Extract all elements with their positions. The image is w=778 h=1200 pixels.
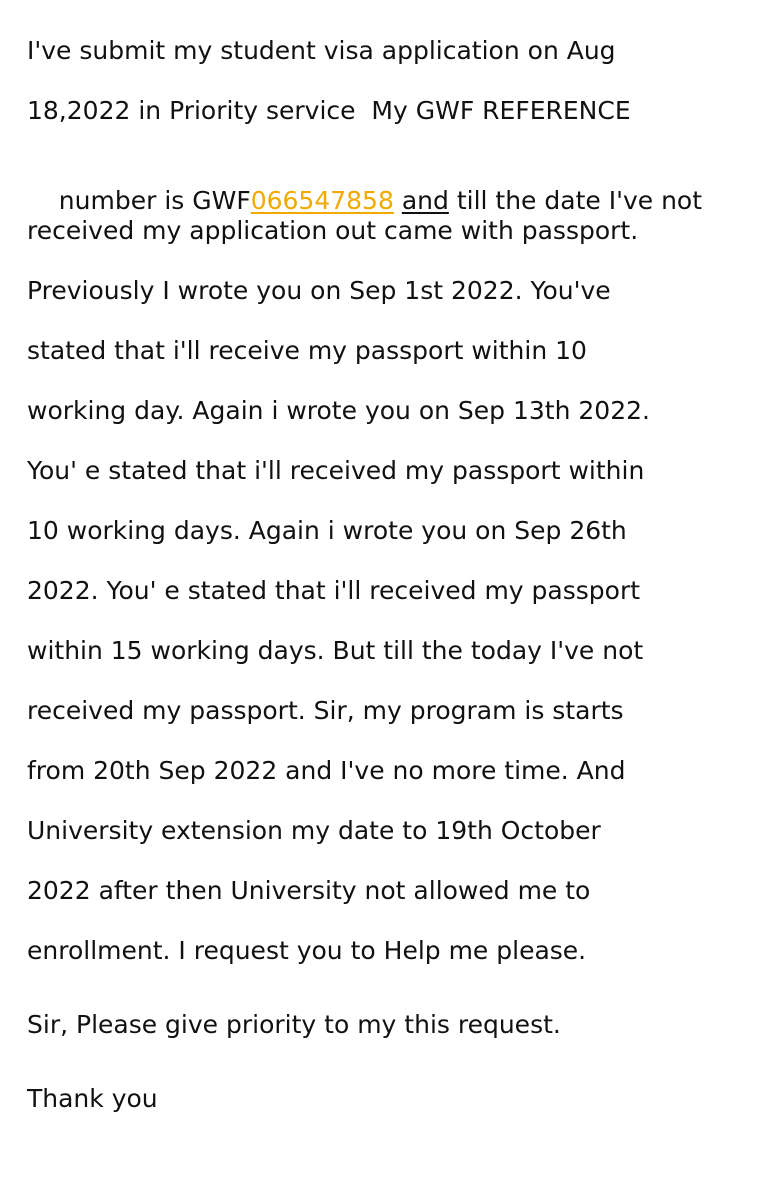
reference-space — [394, 186, 402, 215]
reference-prefix: number is GWF — [58, 186, 251, 215]
body-line-13: from 20th Sep 2022 and I've no more time. And — [27, 756, 626, 785]
body-line-16: enrollment. I request you to Help me please. — [27, 936, 587, 965]
body-line-4: received my application out came with passport. — [27, 216, 639, 245]
body-line-9: 10 working days. Again i wrote you on Sep 26th — [27, 516, 627, 545]
body-line-15: 2022 after then University not allowed me to — [27, 876, 591, 905]
closing-line-2: Thank you — [27, 1084, 158, 1113]
body-line-5: Previously I wrote you on Sep 1st 2022. You've — [27, 276, 611, 305]
body-line-7: working day. Again i wrote you on Sep 13th 2022. — [27, 396, 650, 425]
body-line-2: 18,2022 in Priority service My GWF REFERENCE — [27, 96, 631, 125]
body-line-10: 2022. You' e stated that i'll received my passport — [27, 576, 641, 605]
body-line-1: I've submit my student visa application on Aug — [27, 36, 616, 65]
body-line-11: within 15 working days. But till the today I've not — [27, 636, 644, 665]
and-link[interactable]: and — [401, 186, 449, 215]
body-line-8: You' e stated that i'll received my passport within — [27, 456, 645, 485]
closing-line-1: Sir, Please give priority to my this request. — [27, 1010, 561, 1039]
reference-suffix: till the date I've not — [448, 186, 703, 215]
reference-number-link[interactable]: 066547858 — [250, 186, 394, 215]
body-line-12: received my passport. Sir, my program is starts — [27, 696, 624, 725]
body-line-6: stated that i'll receive my passport within 10 — [27, 336, 587, 365]
body-line-14: University extension my date to 19th October — [27, 816, 601, 845]
